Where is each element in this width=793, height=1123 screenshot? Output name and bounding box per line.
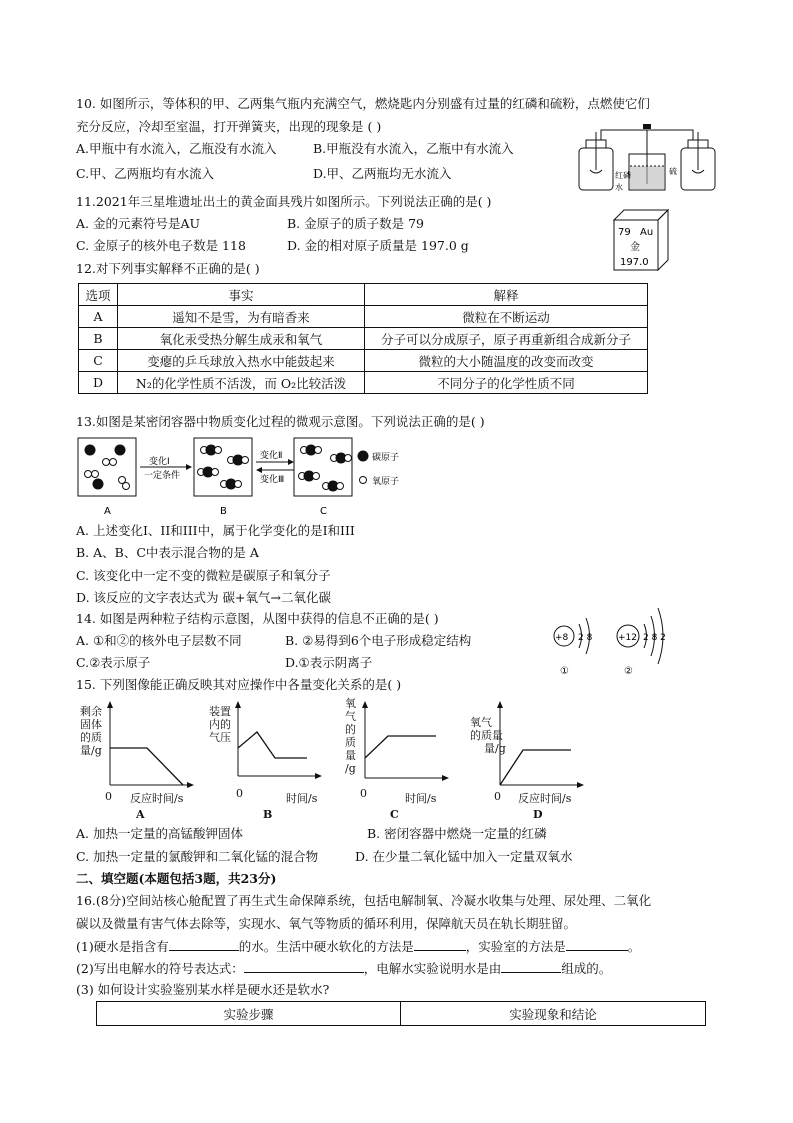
q16-stem-line1: 16.(8分)空间站核心舱配置了再生式生命保障系统，包括电解制氧、冷凝水收集与处理、尿处理、二氧化	[76, 893, 652, 908]
q15-graph-a	[105, 700, 195, 790]
q11-option-c: C. 金原子的核外电子数是 118	[76, 238, 246, 253]
q15-graph-a-ylabel: 剩余 固体 的质 量/g	[80, 705, 102, 757]
q12-cell-option: B	[79, 328, 118, 350]
q13-change3-label: 变化Ⅲ	[260, 475, 285, 485]
q16-blank-lab-method[interactable]	[566, 938, 628, 951]
q13-legend-oxygen: 氧原子	[372, 477, 400, 487]
q15-option-b: B. 密闭容器中燃烧一定量的红磷	[367, 826, 547, 841]
q10-apparatus-figure	[575, 122, 720, 194]
q12-row-b	[79, 328, 648, 350]
q12-row-d	[79, 372, 648, 394]
q12-cell-option: C	[79, 350, 118, 372]
q13-option-c: C. 该变化中一定不变的微粒是碳原子和氧分子	[76, 568, 331, 583]
q11-element-symbol: Au	[640, 227, 654, 238]
q13-option-a: A. 上述变化I、II和III中，属于化学变化的是I和III	[76, 523, 355, 538]
q15-graph-d-ylabel: 氧气 的质量 量/g	[470, 716, 506, 755]
q15-graph-c-xlabel: 时间/s	[405, 792, 437, 805]
q12-cell-option: D	[79, 372, 118, 394]
q14-option-d: D.①表示阴离子	[285, 655, 373, 670]
q11-option-b: B. 金原子的质子数是 79	[287, 216, 425, 231]
q14-option-a: A. ①和②的核外电子层数不同	[76, 633, 242, 648]
q16-table-header-row	[97, 1002, 706, 1026]
q12-cell-option: A	[79, 306, 118, 328]
q12-header-explanation: 解释	[365, 284, 648, 306]
q11-option-a: A. 金的元素符号是AU	[76, 216, 201, 231]
q16-part2: (2)写出电解水的符号表达式： ，电解水实验说明水是由 组成的。	[76, 961, 612, 976]
q11-stem: 11.2021年三星堆遗址出土的黄金面具残片如图所示。下列说法正确的是( )	[76, 194, 492, 209]
q10-option-d: D.甲、乙两瓶均无水流入	[313, 166, 452, 181]
section-2-title: 二、填空题(本题包括3题，共23分)	[76, 871, 277, 886]
q14-p2-nucleus: +12	[618, 633, 637, 643]
q12-cell-fact: 变瘪的乒乓球放入热水中能鼓起来	[118, 350, 365, 372]
q13-legend-carbon: 碳原子	[372, 453, 400, 463]
q10-label-sulfur: 硫	[669, 167, 677, 176]
q14-stem: 14. 如图是两种粒子结构示意图，从图中获得的信息不正确的是( )	[76, 611, 439, 626]
q12-header-fact: 事实	[118, 284, 365, 306]
q10-option-a: A.甲瓶中有水流入，乙瓶没有水流入	[76, 141, 277, 156]
q15-graph-b	[233, 700, 323, 780]
q15-graph-a-origin: 0	[105, 790, 112, 803]
q15-graph-d-origin: 0	[494, 790, 501, 803]
q12-header-row	[79, 284, 648, 306]
q15-graph-d	[495, 700, 585, 790]
q15-graph-c	[360, 700, 450, 782]
q12-cell-explanation: 微粒的大小随温度的改变而改变	[365, 350, 648, 372]
q15-option-a: A. 加热一定量的高锰酸钾固体	[76, 826, 243, 841]
q14-p1-label: ①	[560, 666, 569, 677]
q12-row-a	[79, 306, 648, 328]
q13-box-label-b: B	[220, 506, 227, 517]
q14-p1-nucleus: +8	[555, 633, 569, 643]
q16-blank-hard-water[interactable]	[169, 938, 239, 951]
q15-graph-a-caption: A	[136, 808, 145, 821]
q13-box-label-c: C	[320, 506, 327, 517]
q14-particle-diagrams	[548, 600, 673, 680]
q12-cell-explanation: 不同分子的化学性质不同	[365, 372, 648, 394]
q13-change2-label: 变化Ⅱ	[260, 451, 283, 461]
q10-stem-line2: 充分反应，冷却至室温，打开弹簧夹，出现的现象是 ( )	[76, 119, 382, 134]
q13-micro-diagram	[76, 436, 436, 518]
q13-option-d: D. 该反应的文字表达式为 碳+氧气→二氧化碳	[76, 590, 331, 605]
q12-stem: 12.对下列事实解释不正确的是( )	[76, 261, 260, 276]
q15-graph-c-caption: C	[390, 808, 399, 821]
q16-experiment-table	[96, 1001, 706, 1026]
q10-label-water: 水	[615, 183, 623, 192]
q12-row-c	[79, 350, 648, 372]
q10-stem-line1: 10. 如图所示，等体积的甲、乙两集气瓶内充满空气，燃烧匙内分别盛有过量的红磷和硫粉，点燃使它们	[76, 96, 650, 111]
q13-change1-condition: 一定条件	[144, 471, 181, 481]
q15-graph-c-origin: 0	[360, 787, 367, 800]
q16-blank-equation[interactable]	[244, 960, 364, 973]
q15-graph-d-caption: D	[533, 808, 543, 821]
q11-atomic-number: 79	[618, 227, 631, 238]
q11-element-cell	[612, 208, 670, 272]
q12-header-option: 选项	[79, 284, 118, 306]
q15-option-d: D. 在少量二氧化锰中加入一定量双氧水	[355, 849, 573, 864]
q15-option-c: C. 加热一定量的氯酸钾和二氧化锰的混合物	[76, 849, 319, 864]
q11-option-d: D. 金的相对原子质量是 197.0 g	[287, 238, 469, 253]
q12-table	[78, 283, 648, 394]
q12-cell-explanation: 分子可以分成原子，原子再重新组合成新分子	[365, 328, 648, 350]
q15-graph-b-caption: B	[263, 808, 273, 821]
q16-blank-composition[interactable]	[501, 960, 561, 973]
q15-graph-d-xlabel: 反应时间/s	[518, 792, 572, 805]
q15-graph-b-origin: 0	[236, 787, 243, 800]
q10-option-b: B.甲瓶没有水流入，乙瓶中有水流入	[313, 141, 514, 156]
q15-graph-a-xlabel: 反应时间/s	[130, 792, 184, 805]
q15-graph-b-xlabel: 时间/s	[286, 792, 318, 805]
q13-option-b: B. A、B、C中表示混合物的是 A	[76, 545, 259, 560]
q15-graph-b-ylabel: 装置 内的 气压	[209, 705, 231, 744]
q13-stem: 13.如图是某密闭容器中物质变化过程的微观示意图。下列说法正确的是( )	[76, 414, 485, 429]
q13-change1-label: 变化Ⅰ	[149, 457, 170, 467]
q15-stem: 15. 下列图像能正确反映其对应操作中各量变化关系的是( )	[76, 677, 402, 692]
q12-cell-fact: 遥知不是雪，为有暗香来	[118, 306, 365, 328]
q12-cell-explanation: 微粒在不断运动	[365, 306, 648, 328]
q13-box-label-a: A	[104, 506, 111, 517]
q16-part3: (3) 如何设计实验鉴别某水样是硬水还是软水?	[76, 982, 330, 997]
q14-option-b: B. ②易得到6个电子形成稳定结构	[285, 633, 472, 648]
q15-graph-c-ylabel: 氧 气 的 质 量 /g	[345, 697, 356, 775]
q14-p2-label: ②	[624, 666, 633, 677]
q16-header-results: 实验现象和结论	[401, 1002, 706, 1026]
q12-cell-fact: 氧化汞受热分解生成汞和氧气	[118, 328, 365, 350]
q14-p2-shells: 2 8 2	[643, 633, 666, 643]
q16-header-steps: 实验步骤	[97, 1002, 401, 1026]
q11-element-name: 金	[630, 242, 640, 253]
q16-part1: (1)硬水是指含有 的水。生活中硬水软化的方法是 ，实验室的方法是 。	[76, 939, 641, 954]
q16-blank-daily-method[interactable]	[414, 938, 466, 951]
q10-option-c: C.甲、乙两瓶均有水流入	[76, 166, 215, 181]
q14-p1-shells: 2 8	[578, 633, 593, 643]
q14-option-c: C.②表示原子	[76, 655, 151, 670]
q11-atomic-mass: 197.0	[620, 257, 649, 268]
q12-cell-fact: N₂的化学性质不活泼，而 O₂比较活泼	[118, 372, 365, 394]
q16-stem-line2: 碳以及微量有害气体去除等，实现水、氧气等物质的循环利用，保障航天员在轨长期驻留。	[76, 916, 577, 931]
q10-label-red-phosphorus: 红磷	[615, 171, 631, 180]
